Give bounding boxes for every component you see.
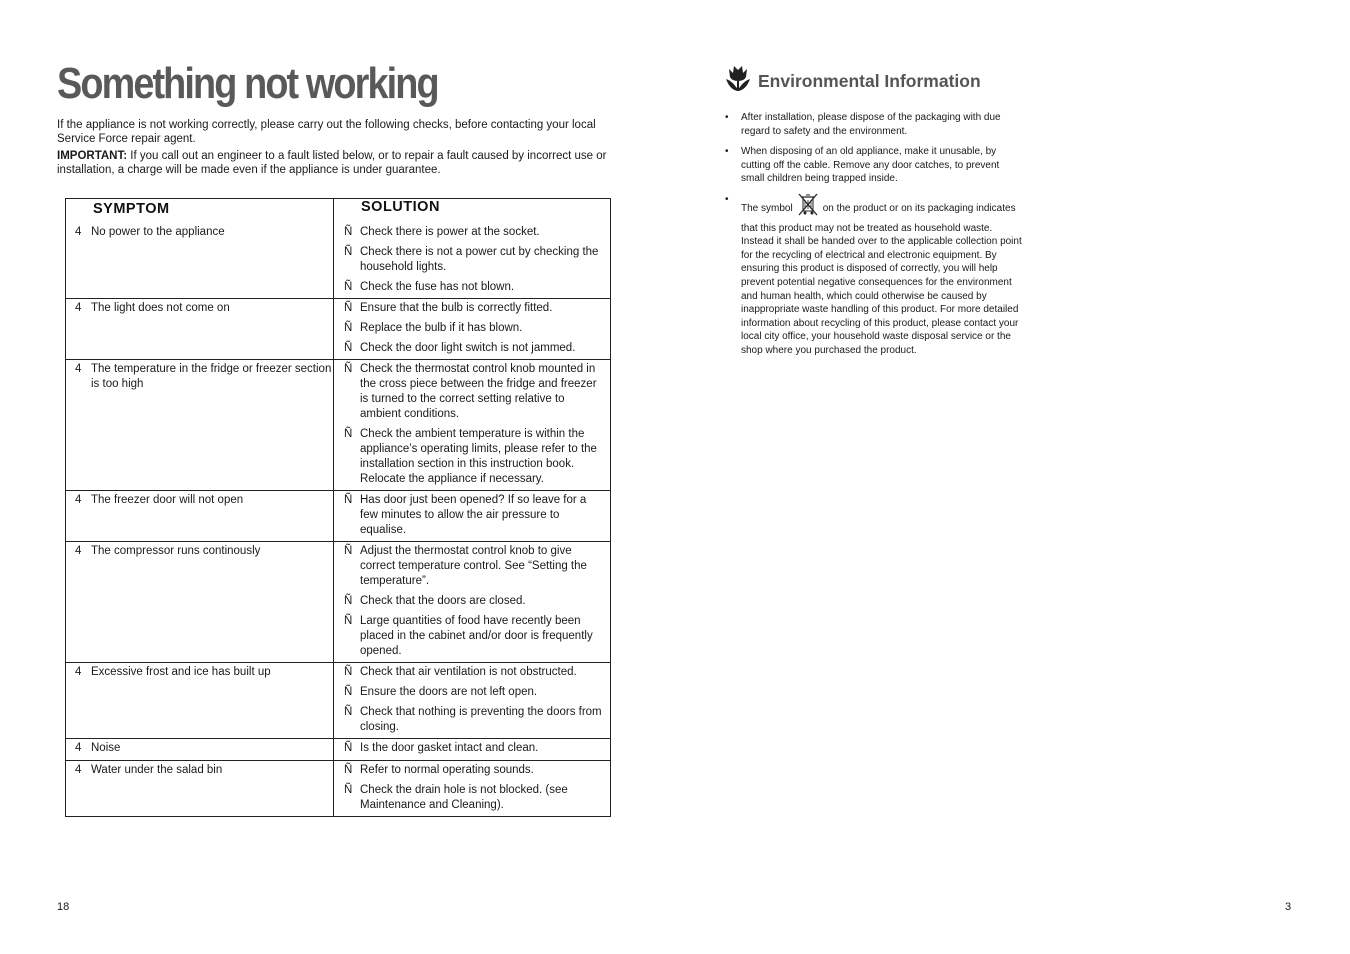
- solution-item: [344, 245, 606, 275]
- symptom-cell: [66, 739, 333, 760]
- solution-text: Is the door gasket intact and clean.: [360, 742, 539, 754]
- solution-item: [344, 341, 606, 356]
- solution-cell: [333, 360, 610, 490]
- solution-item: [344, 614, 606, 659]
- solution-marker: Ñ: [344, 686, 353, 698]
- solution-item: [344, 685, 606, 700]
- symptom-text: Water under the salad bin: [91, 764, 223, 776]
- page-number-left: 18: [57, 901, 70, 913]
- symptom-text: Noise: [91, 742, 121, 754]
- right-page: [724, 66, 1024, 365]
- page-title: Something not working: [57, 59, 438, 108]
- bullet: •: [725, 193, 729, 205]
- intro-text: [57, 118, 612, 177]
- solution-marker: Ñ: [344, 764, 353, 776]
- solution-item: [344, 544, 606, 589]
- solution-text: Replace the bulb if it has blown.: [360, 322, 523, 334]
- symptom-text: The freezer door will not open: [91, 494, 244, 506]
- table-row: [66, 662, 610, 738]
- symptom-text: No power to the appliance: [91, 226, 225, 238]
- symptom-header: SYMPTOM: [93, 201, 170, 217]
- bullet-text: After installation, please dispose of the packaging with due regard to safety and the environment.: [741, 112, 1001, 137]
- symptom-cell: [66, 360, 333, 490]
- symptom-cell: [66, 761, 333, 816]
- symptom-marker: 4: [75, 545, 82, 557]
- solution-item: [344, 301, 606, 316]
- symptom-text: The light does not come on: [91, 302, 230, 314]
- solution-marker: Ñ: [344, 494, 353, 506]
- solution-marker: Ñ: [344, 615, 353, 627]
- solution-marker: Ñ: [344, 281, 353, 293]
- solution-cell: [333, 663, 610, 738]
- solution-text: Ensure that the bulb is correctly fitted.: [360, 302, 553, 314]
- symptom-marker: 4: [75, 742, 82, 754]
- solution-marker: Ñ: [344, 363, 353, 375]
- solution-item: [344, 321, 606, 336]
- left-page: [57, 58, 612, 180]
- table-row: [66, 359, 610, 490]
- solution-header: SOLUTION: [361, 199, 440, 215]
- solution-item: [344, 362, 606, 422]
- solution-text: Refer to normal operating sounds.: [360, 764, 534, 776]
- table-row: [66, 541, 610, 662]
- symptom-marker: 4: [75, 302, 82, 314]
- symbol-pre-text: The symbol: [741, 202, 793, 214]
- table-header: [66, 199, 610, 223]
- solution-cell: [333, 223, 610, 298]
- flower-icon: [724, 66, 752, 97]
- list-item: [724, 111, 1024, 138]
- solution-marker: Ñ: [344, 428, 353, 440]
- symptom-cell: [66, 223, 333, 298]
- solution-text: Has door just been opened? If so leave for a few minutes to allow the air pressure to equalise.: [360, 494, 587, 536]
- symptom-text: Excessive frost and ice has built up: [91, 666, 271, 678]
- solution-item: [344, 493, 606, 538]
- solution-marker: Ñ: [344, 666, 353, 678]
- symptom-marker: 4: [75, 666, 82, 678]
- solution-item: [344, 594, 606, 609]
- solution-text: Check there is not a power cut by checking the household lights.: [360, 246, 599, 273]
- solution-cell: [333, 739, 610, 760]
- symptom-marker: 4: [75, 494, 82, 506]
- solution-text: Check there is power at the socket.: [360, 226, 540, 238]
- bullet: •: [725, 146, 729, 158]
- solution-cell: [333, 299, 610, 359]
- solution-text: Check that the doors are closed.: [360, 595, 526, 607]
- symptom-text: The temperature in the fridge or freezer section is too high: [91, 363, 332, 390]
- symptom-marker: 4: [75, 226, 82, 238]
- solution-text: Check the fuse has not blown.: [360, 281, 515, 293]
- solution-marker: Ñ: [344, 246, 353, 258]
- intro-paragraph: If the appliance is not working correctly, please carry out the following checks, before contacting your local Service Force repair agent.: [57, 119, 596, 145]
- solution-item: [344, 783, 606, 813]
- symptom-text: The compressor runs continously: [91, 545, 261, 557]
- solution-item: [344, 763, 606, 778]
- solution-text: Check the drain hole is not blocked. (see Maintenance and Cleaning).: [360, 784, 568, 811]
- solution-cell: [333, 542, 610, 662]
- solution-marker: Ñ: [344, 342, 353, 354]
- solution-item: [344, 705, 606, 735]
- troubleshooting-table: [65, 198, 611, 817]
- list-item: [724, 145, 1024, 186]
- solution-text: Adjust the thermostat control knob to give correct temperature control. See “Setting the temperature”.: [360, 545, 587, 587]
- crossed-bin-icon: [797, 193, 819, 222]
- important-text: If you call out an engineer to a fault listed below, or to repair a fault caused by incorrect use or installation, a charge will be made even if the appliance is under guarantee.: [57, 150, 607, 176]
- symptom-marker: 4: [75, 363, 82, 375]
- solution-marker: Ñ: [344, 226, 353, 238]
- solution-item: [344, 280, 606, 295]
- solution-text: Check the thermostat control knob mounted in the cross piece between the fridge and freezer is turned to the correct setting relative to ambient conditions.: [360, 363, 597, 420]
- solution-text: Large quantities of food have recently been placed in the cabinet and/or door is frequently opened.: [360, 615, 593, 657]
- solution-cell: [333, 491, 610, 541]
- solution-marker: Ñ: [344, 742, 353, 754]
- environment-title: Environmental Information: [758, 71, 981, 91]
- table-row: [66, 223, 610, 298]
- solution-marker: Ñ: [344, 595, 353, 607]
- solution-marker: Ñ: [344, 784, 353, 796]
- solution-marker: Ñ: [344, 302, 353, 314]
- solution-text: Check the ambient temperature is within the appliance’s operating limits, please refer to the installation section in this instruction book. Relocate the appliance if necessary.: [360, 428, 597, 485]
- page-number-right: 3: [1285, 901, 1292, 913]
- solution-marker: Ñ: [344, 545, 353, 557]
- solution-item: [344, 225, 606, 240]
- solution-cell: [333, 761, 610, 816]
- table-row: [66, 738, 610, 760]
- environment-heading: [724, 66, 1024, 97]
- solution-text: Check that nothing is preventing the doors from closing.: [360, 706, 602, 733]
- solution-text: Ensure the doors are not left open.: [360, 686, 538, 698]
- symptom-cell: [66, 663, 333, 738]
- bullet: •: [725, 112, 729, 123]
- bullet-text: [741, 193, 1024, 358]
- symbol-post-text: on the product or on its packaging indicates that this product may not be treated as household waste. Instead it shall be handed over to the applicable collection point for the recycling of electrical and electronic equipment. By ensuring this product is disposed of correctly, you will help prevent potential negative consequences for the environment and human health, which could otherwise be caused by inappropriate waste handling of this product. For more detailed information about recycling of this product, please contact your local city office, your household waste disposal service or the shop where you purchased the product.: [741, 202, 1022, 356]
- table-row: [66, 760, 610, 816]
- list-item: [724, 193, 1024, 358]
- important-label: IMPORTANT:: [57, 150, 128, 162]
- symptom-cell: [66, 491, 333, 541]
- symptom-cell: [66, 542, 333, 662]
- symptom-cell: [66, 299, 333, 359]
- solution-marker: Ñ: [344, 322, 353, 334]
- solution-text: Check the door light switch is not jammed.: [360, 342, 576, 354]
- important-paragraph: [57, 149, 612, 177]
- environment-list: [724, 111, 1024, 358]
- table-row: [66, 298, 610, 359]
- table-row: [66, 490, 610, 541]
- symptom-marker: 4: [75, 764, 82, 776]
- solution-text: Check that air ventilation is not obstructed.: [360, 666, 577, 678]
- bullet-text: When disposing of an old appliance, make it unusable, by cutting off the cable. Remove any door catches, to prevent small children being trapped inside.: [741, 146, 1000, 185]
- solution-marker: Ñ: [344, 706, 353, 718]
- solution-item: [344, 665, 606, 680]
- solution-item: [344, 427, 606, 487]
- solution-item: [344, 741, 606, 756]
